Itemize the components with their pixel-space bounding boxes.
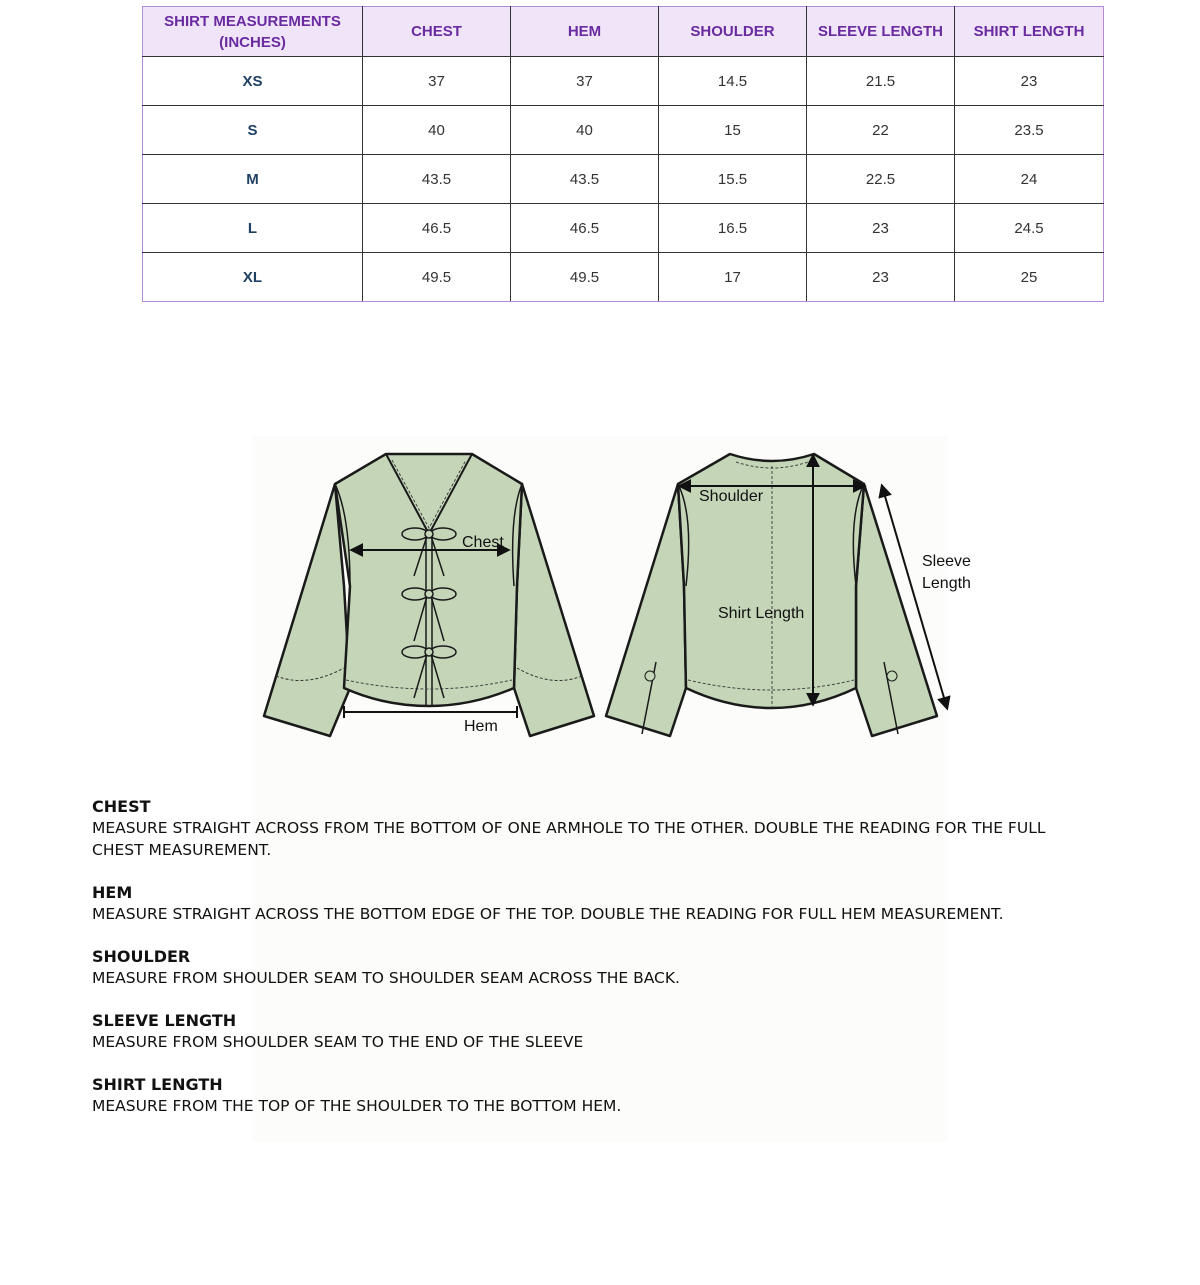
instruction-title: SLEEVE LENGTH bbox=[92, 1011, 237, 1030]
header-hem: HEM bbox=[511, 7, 659, 57]
shoulder-label: Shoulder bbox=[699, 488, 764, 505]
hem-cell: 49.5 bbox=[511, 253, 659, 302]
size-cell: XL bbox=[143, 253, 363, 302]
instruction-text: MEASURE FROM THE TOP OF THE SHOULDER TO THE BOTTOM HEM. bbox=[92, 1097, 622, 1115]
chest-cell: 46.5 bbox=[363, 204, 511, 253]
back-left-sleeve bbox=[606, 484, 686, 736]
table-row bbox=[143, 155, 1104, 204]
instruction-shirt-length bbox=[92, 1074, 1092, 1117]
chest-cell: 40 bbox=[363, 106, 511, 155]
hem-cell: 37 bbox=[511, 57, 659, 106]
shirt-front-view bbox=[264, 454, 594, 736]
sleeve-length-label-line1: Sleeve bbox=[922, 553, 971, 570]
chest-label: Chest bbox=[462, 534, 504, 551]
header-chest: CHEST bbox=[363, 7, 511, 57]
instruction-sleeve-length bbox=[92, 1010, 1092, 1053]
chest-cell: 49.5 bbox=[363, 253, 511, 302]
instruction-title: SHOULDER bbox=[92, 947, 191, 966]
sleeve-length-cell: 21.5 bbox=[807, 57, 955, 106]
cuff-button-icon bbox=[887, 671, 897, 681]
hem-cell: 46.5 bbox=[511, 204, 659, 253]
cuff-button-icon bbox=[645, 671, 655, 681]
shirt-length-cell: 23 bbox=[955, 57, 1104, 106]
instruction-title: CHEST bbox=[92, 797, 151, 816]
shoulder-cell: 17 bbox=[659, 253, 807, 302]
shirt-length-cell: 25 bbox=[955, 253, 1104, 302]
instruction-title: HEM bbox=[92, 883, 133, 902]
shoulder-cell: 16.5 bbox=[659, 204, 807, 253]
shirt-length-cell: 24 bbox=[955, 155, 1104, 204]
shoulder-cell: 15.5 bbox=[659, 155, 807, 204]
size-cell: L bbox=[143, 204, 363, 253]
sleeve-length-cell: 22 bbox=[807, 106, 955, 155]
chest-cell: 37 bbox=[363, 57, 511, 106]
instruction-title: SHIRT LENGTH bbox=[92, 1075, 223, 1094]
header-sleeve-length: SLEEVE LENGTH bbox=[807, 7, 955, 57]
size-cell: S bbox=[143, 106, 363, 155]
front-right-sleeve bbox=[514, 484, 594, 736]
table-row bbox=[143, 57, 1104, 106]
sleeve-length-label-line2: Length bbox=[922, 575, 971, 592]
table-row bbox=[143, 204, 1104, 253]
hem-measure-line bbox=[344, 706, 517, 718]
shoulder-cell: 14.5 bbox=[659, 57, 807, 106]
sleeve-length-cell: 23 bbox=[807, 253, 955, 302]
instruction-text: MEASURE FROM SHOULDER SEAM TO SHOULDER SEAM ACROSS THE BACK. bbox=[92, 969, 680, 987]
hem-cell: 43.5 bbox=[511, 155, 659, 204]
hem-cell: 40 bbox=[511, 106, 659, 155]
size-chart-table bbox=[142, 6, 1104, 302]
instruction-text: MEASURE STRAIGHT ACROSS FROM THE BOTTOM OF ONE ARMHOLE TO THE OTHER. DOUBLE THE READING FOR THE FULL CHEST MEASUREMENT. bbox=[92, 819, 1046, 859]
table-header-row bbox=[143, 7, 1104, 57]
sleeve-length-cell: 23 bbox=[807, 204, 955, 253]
instruction-chest bbox=[92, 796, 1092, 861]
header-shirt-measurements: SHIRT MEASUREMENTS (INCHES) bbox=[143, 7, 363, 57]
table-row bbox=[143, 253, 1104, 302]
table-row bbox=[143, 106, 1104, 155]
header-shoulder: SHOULDER bbox=[659, 7, 807, 57]
shirt-length-cell: 24.5 bbox=[955, 204, 1104, 253]
shoulder-cell: 15 bbox=[659, 106, 807, 155]
hem-label: Hem bbox=[464, 718, 498, 735]
shirt-length-cell: 23.5 bbox=[955, 106, 1104, 155]
sleeve-length-cell: 22.5 bbox=[807, 155, 955, 204]
measurement-instructions bbox=[92, 796, 1092, 1138]
shirt-back-view bbox=[606, 454, 971, 736]
shirt-length-label: Shirt Length bbox=[718, 605, 805, 622]
instruction-shoulder bbox=[92, 946, 1092, 989]
instruction-hem bbox=[92, 882, 1092, 925]
back-right-sleeve bbox=[856, 484, 937, 736]
front-body bbox=[335, 454, 522, 706]
header-shirt-length: SHIRT LENGTH bbox=[955, 7, 1104, 57]
instruction-text: MEASURE STRAIGHT ACROSS THE BOTTOM EDGE OF THE TOP. DOUBLE THE READING FOR FULL HEM MEASUREMENT. bbox=[92, 905, 1004, 923]
size-cell: XS bbox=[143, 57, 363, 106]
front-left-sleeve bbox=[264, 484, 350, 736]
chest-cell: 43.5 bbox=[363, 155, 511, 204]
size-cell: M bbox=[143, 155, 363, 204]
instruction-text: MEASURE FROM SHOULDER SEAM TO THE END OF THE SLEEVE bbox=[92, 1033, 584, 1051]
